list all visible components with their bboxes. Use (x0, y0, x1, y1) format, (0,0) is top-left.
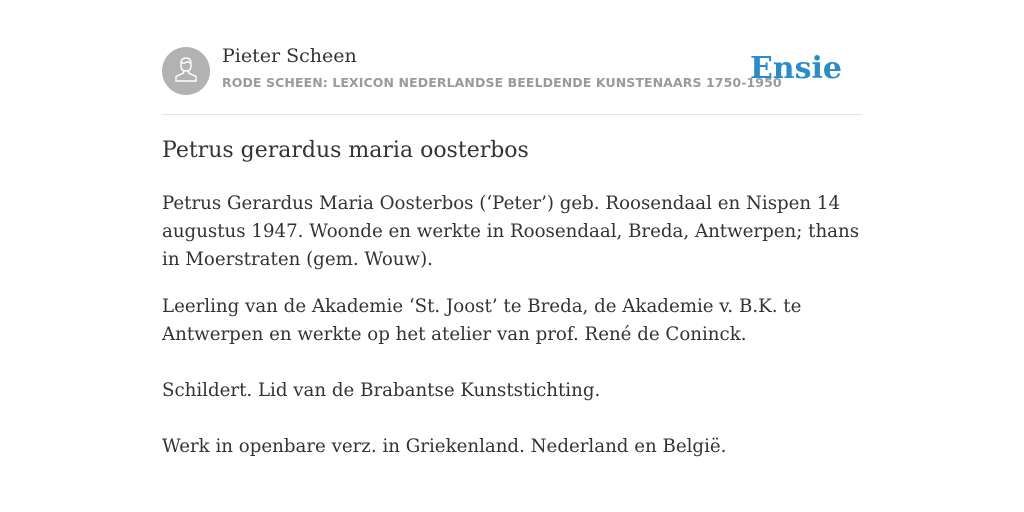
paragraph-4: Werk in openbare verz. in Griekenland. Nederland en België. (162, 436, 727, 457)
article-title: Petrus gerardus maria oosterbos (162, 138, 529, 163)
paragraph-2: Leerling van de Akademie ‘St. Joost’ te Breda, de Akademie v. B.K. te Antwerpen en werkte op het atelier van prof. René de Coninck. (162, 296, 802, 345)
page-container (162, 0, 862, 457)
author-avatar[interactable] (162, 47, 210, 95)
header (162, 0, 862, 115)
source-title[interactable]: RODE SCHEEN: LEXICON NEDERLANDSE BEELDENDE KUNSTENAARS 1750-1950 (222, 75, 782, 90)
author-name[interactable]: Pieter Scheen (222, 45, 357, 67)
ensie-logo[interactable]: Ensie (749, 51, 842, 86)
paragraph-1: Petrus Gerardus Maria Oosterbos (‘Peter’) geb. Roosendaal en Nispen 14 augustus 1947. Woonde en werkte in Roosendaal, Breda, Antwerpen; thans in Moerstraten (gem. Wouw). (162, 193, 860, 270)
user-icon (171, 54, 201, 88)
article-body (162, 190, 867, 480)
paragraph-3: Schildert. Lid van de Brabantse Kunststichting. (162, 380, 601, 401)
